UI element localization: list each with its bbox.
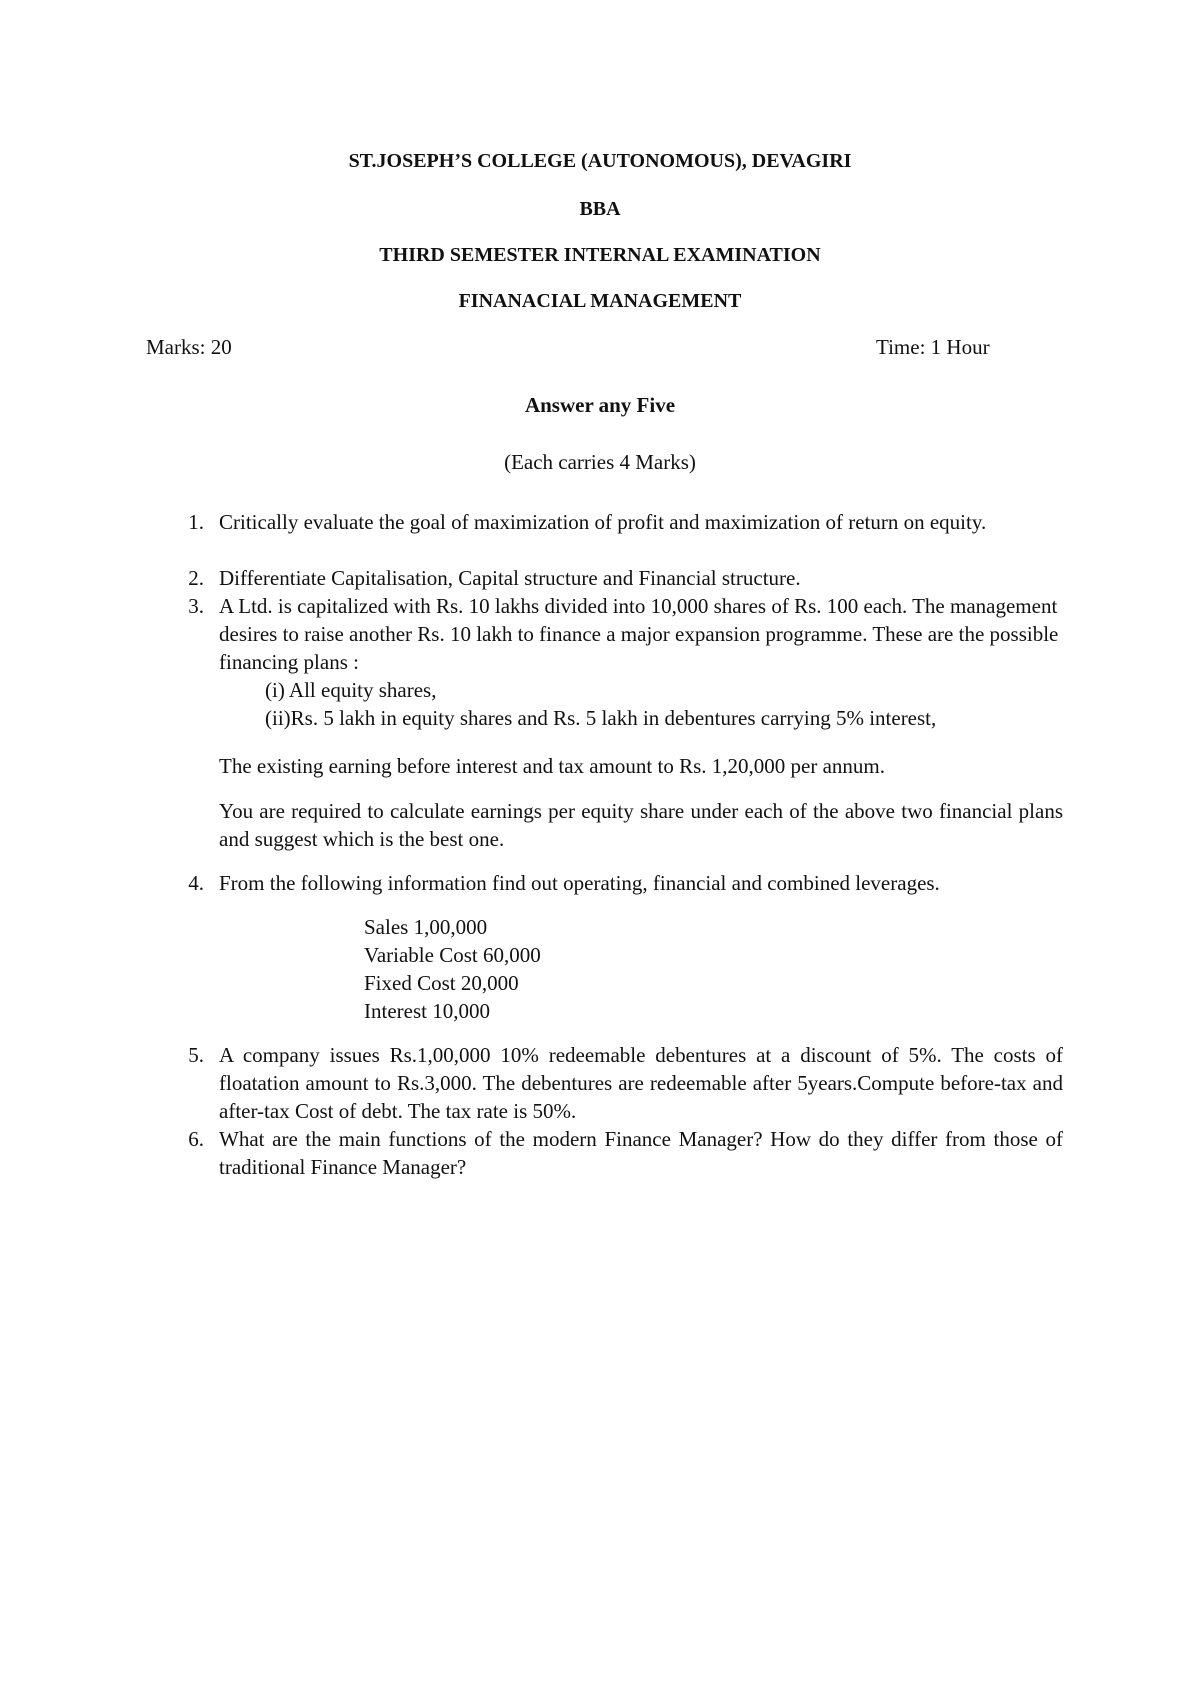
program-name: BBA [579,198,621,220]
data-item: Interest 10,000 [364,999,490,1023]
financing-option: (i) All equity shares, [265,678,437,702]
question-number: 5. [188,1043,204,1067]
question-paragraph: You are required to calculate earnings per equity share under each of the above two financial plans and suggest which is the best one. [219,799,1063,851]
exam-title: THIRD SEMESTER INTERNAL EXAMINATION [379,244,821,266]
question-text: What are the main functions of the modern Finance Manager? How do they differ from those of traditional Finance Manager? [219,1127,1063,1179]
college-name: ST.JOSEPH’S COLLEGE (AUTONOMOUS), DEVAGIRI [348,150,852,172]
financing-option: (ii)Rs. 5 lakh in equity shares and Rs. 5 lakh in debentures carrying 5% interest, [265,706,937,730]
question-number: 1. [188,510,204,534]
instruction-heading: Answer any Five [524,393,676,417]
question-text: Differentiate Capitalisation, Capital structure and Financial structure. [219,566,801,590]
question-number: 2. [188,566,204,590]
data-item: Sales 1,00,000 [364,915,488,939]
instruction-marks: (Each carries 4 Marks) [504,450,696,474]
question-number: 3. [188,594,204,618]
question-text: A Ltd. is capitalized with Rs. 10 lakhs divided into 10,000 shares of Rs. 100 each. The management desires to raise another Rs. 10 lakh to finance a major expansion programme. These are the possible financing plans : [219,594,1059,674]
time-label: Time: 1 Hour [876,335,990,359]
question-number: 6. [188,1127,204,1151]
data-item: Fixed Cost 20,000 [364,971,519,995]
question-text: Critically evaluate the goal of maximization of profit and maximization of return on equity. [219,510,987,534]
question-text: A company issues Rs.1,00,000 10% redeemable debentures at a discount of 5%. The costs of floatation amount to Rs.3,000. The debentures are redeemable after 5years.Compute before-tax and after-tax Cost of debt. The tax rate is 50%. [219,1043,1063,1123]
data-item: Variable Cost 60,000 [364,943,541,967]
marks-label: Marks: 20 [146,335,232,359]
question-paragraph: The existing earning before interest and tax amount to Rs. 1,20,000 per annum. [219,754,886,778]
question-number: 4. [188,871,204,895]
subject-title: FINANACIAL MANAGEMENT [458,290,742,312]
question-text: From the following information find out operating, financial and combined leverages. [219,871,940,895]
